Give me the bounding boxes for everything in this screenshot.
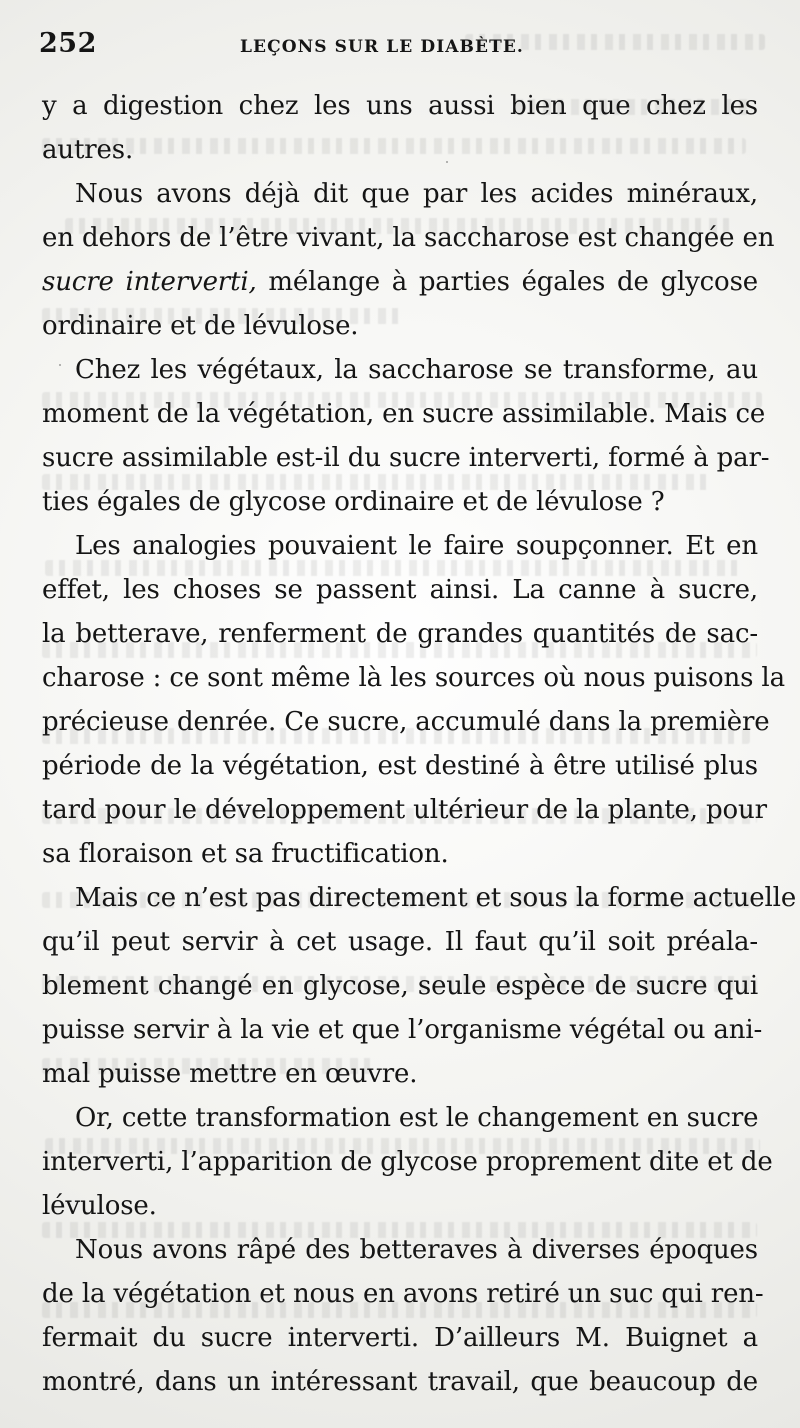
text-line-28: de la végétation et nous en avons retiré un suc qui ren-: [42, 1279, 764, 1309]
text-line-25: interverti, l’apparition de glycose proprement dite et de: [42, 1147, 773, 1177]
text-line-13: la betterave, renferment de grandes quantités de sac-: [42, 619, 758, 649]
text-line-16: période de la végétation, est destiné à être utilisé plus: [42, 751, 758, 781]
text-line-23: mal puisse mettre en œuvre.: [42, 1059, 418, 1089]
text-line-6: ordinaire et de lévulose.: [42, 311, 359, 341]
text-line-11: Les analogies pouvaient le faire soupçonner. Et en: [75, 531, 758, 561]
running-head: LEÇONS SUR LE DIABÈTE.: [240, 37, 524, 57]
italic-term: sucre interverti,: [42, 267, 257, 297]
text-line-14: charose : ce sont même là les sources où nous puisons la: [42, 663, 785, 693]
text-line-5: [42, 269, 758, 295]
text-line-3: Nous avons déjà dit que par les acides minéraux,: [75, 179, 758, 209]
text-line-7: Chez les végétaux, la saccharose se transforme, au: [75, 355, 758, 385]
text-line-21: blement changé en glycose, seule espèce de sucre qui: [42, 971, 758, 1001]
text-line-29: fermait du sucre interverti. D’ailleurs M. Buignet a: [42, 1323, 758, 1353]
text-line-26: lévulose.: [42, 1191, 157, 1221]
text-line-8: moment de la végétation, en sucre assimilable. Mais ce: [42, 399, 766, 429]
text-line-9: sucre assimilable est-il du sucre interverti, formé à par-: [42, 443, 770, 473]
page-number: 252: [39, 28, 97, 59]
text-line-22: puisse servir à la vie et que l’organisme végétal ou ani-: [42, 1015, 763, 1045]
text-line-2: autres.: [42, 135, 134, 165]
text-line-30: montré, dans un intéressant travail, que beaucoup de: [42, 1367, 758, 1397]
text-line-19: Mais ce n’est pas directement et sous la forme actuelle: [75, 883, 797, 913]
text-line-1: y a digestion chez les uns aussi bien que chez les: [42, 91, 758, 121]
page-header: [39, 28, 759, 76]
text-line-27: Nous avons râpé des betteraves à diverses époques: [75, 1235, 758, 1265]
ink-speck: [59, 364, 61, 366]
text-line-5-rest: mélange à parties égales de glycose: [256, 267, 758, 297]
text-line-4: en dehors de l’être vivant, la saccharose est changée en: [42, 223, 775, 253]
text-line-17: tard pour le développement ultérieur de la plante, pour: [42, 795, 767, 825]
text-line-20: qu’il peut servir à cet usage. Il faut qu’il soit préala-: [42, 927, 758, 957]
ink-speck: [446, 161, 448, 163]
text-line-18: sa floraison et sa fructification.: [42, 839, 449, 869]
text-line-10: ties égales de glycose ordinaire et de lévulose ?: [42, 487, 665, 517]
text-line-15: précieuse denrée. Ce sucre, accumulé dans la première: [42, 707, 770, 737]
text-line-12: effet, les choses se passent ainsi. La canne à sucre,: [42, 575, 758, 605]
text-line-24: Or, cette transformation est le changement en sucre: [75, 1103, 759, 1133]
